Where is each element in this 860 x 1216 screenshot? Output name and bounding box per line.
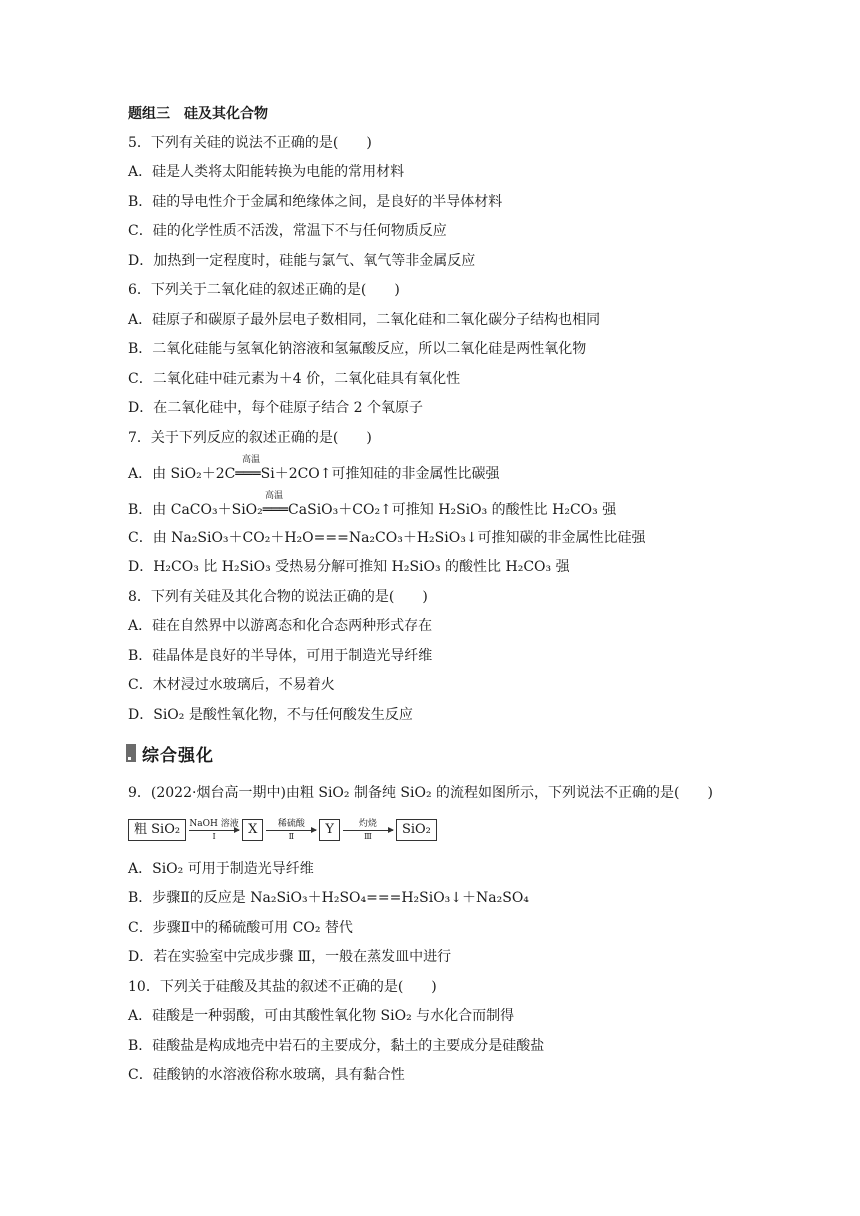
section-title: 综合强化 — [142, 745, 214, 766]
question-6-option-c: C．二氧化硅中硅元素为＋4 价，二氧化硅具有氧化性 — [128, 371, 461, 387]
flow-box-y: Y — [319, 819, 340, 841]
flow-reagent-2: 稀硫酸 — [277, 819, 305, 829]
flow-step-label-3: Ⅲ — [364, 832, 372, 841]
question-9-option-a: A．SiO₂ 可用于制造光导纤维 — [128, 861, 314, 877]
question-9-option-b: B．步骤Ⅱ的反应是 Na₂SiO₃＋H₂SO₄===H₂SiO₃↓＋Na₂SO₄ — [128, 890, 529, 906]
question-7-option-d: D．H₂CO₃ 比 H₂SiO₃ 受热易分解可推知 H₂SiO₃ 的酸性比 H₂CO₃ 强 — [128, 559, 570, 575]
arrow-right-icon — [189, 830, 239, 831]
question-7: 7．关于下列反应的叙述正确的是( ) — [128, 430, 372, 446]
question-10-option-c: C．硅酸钠的水溶液俗称水玻璃，具有黏合性 — [128, 1067, 405, 1083]
flow-reagent-3: 灼烧 — [358, 819, 377, 829]
arrow-right-icon — [266, 830, 316, 831]
question-7-option-b: B．由 CaCO₃＋SiO₂═══CaSiO₃＋CO₂↑可推知 H₂SiO₃ 的酸性比 H₂CO₃ 强 — [128, 502, 617, 518]
process-flow-diagram — [128, 818, 437, 842]
question-9: 9．(2022·烟台高一期中)由粗 SiO₂ 制备纯 SiO₂ 的流程如图所示，下列说法不正确的是( ) — [128, 785, 713, 801]
question-6-option-a: A．硅原子和碳原子最外层电子数相同，二氧化硅和二氧化碳分子结构也相同 — [128, 312, 601, 328]
question-5-option-d: D．加热到一定程度时，硅能与氯气、氧气等非金属反应 — [128, 253, 476, 269]
question-9-option-c: C．步骤Ⅱ中的稀硫酸可用 CO₂ 替代 — [128, 920, 353, 936]
question-6-option-b: B．二氧化硅能与氢氧化钠溶液和氢氟酸反应，所以二氧化硅是两性氧化物 — [128, 341, 587, 357]
question-6: 6．下列关于二氧化硅的叙述正确的是( ) — [128, 282, 400, 298]
question-9-option-d: D．若在实验室中完成步骤 Ⅲ，一般在蒸发皿中进行 — [128, 949, 452, 965]
flow-reagent-1: NaOH 溶液 — [189, 819, 239, 829]
flow-end-box: SiO₂ — [396, 819, 437, 841]
question-5: 5．下列有关硅的说法不正确的是( ) — [128, 135, 372, 151]
question-7-option-c: C．由 Na₂SiO₃＋CO₂＋H₂O===Na₂CO₃＋H₂SiO₃↓可推知碳的非金属性比硅强 — [128, 530, 646, 546]
reaction-condition-b: 高温 — [265, 491, 284, 501]
question-group-heading: 题组三 硅及其化合物 — [128, 106, 268, 122]
flow-arrow-1 — [189, 819, 239, 841]
question-7-option-a: A．由 SiO₂＋2C═══Si＋2CO↑可推知硅的非金属性比碳强 — [128, 466, 500, 482]
question-10-option-a: A．硅酸是一种弱酸，可由其酸性氧化物 SiO₂ 与水化合而制得 — [128, 1008, 515, 1024]
question-8-option-c: C．木材浸过水玻璃后，不易着火 — [128, 677, 335, 693]
flow-step-label-1: Ⅰ — [212, 832, 216, 841]
question-10-option-b: B．硅酸盐是构成地壳中岩石的主要成分，黏土的主要成分是硅酸盐 — [128, 1038, 545, 1054]
question-5-option-b: B．硅的导电性介于金属和绝缘体之间，是良好的半导体材料 — [128, 194, 503, 210]
reaction-condition-a: 高温 — [242, 455, 261, 465]
flow-arrow-2 — [266, 819, 316, 841]
section-heading — [126, 740, 214, 766]
flow-start-box: 粗 SiO₂ — [128, 819, 186, 841]
question-10: 10．下列关于硅酸及其盐的叙述不正确的是( ) — [128, 979, 437, 995]
flow-box-x: X — [242, 819, 263, 841]
question-8-option-b: B．硅晶体是良好的半导体，可用于制造光导纤维 — [128, 648, 433, 664]
section-marker-icon — [126, 744, 136, 762]
question-8: 8．下列有关硅及其化合物的说法正确的是( ) — [128, 589, 428, 605]
question-5-option-c: C．硅的化学性质不活泼，常温下不与任何物质反应 — [128, 223, 447, 239]
flow-arrow-3 — [343, 819, 393, 841]
question-8-option-a: A．硅在自然界中以游离态和化合态两种形式存在 — [128, 618, 433, 634]
question-6-option-d: D．在二氧化硅中，每个硅原子结合 2 个氧原子 — [128, 400, 424, 416]
flow-step-label-2: Ⅱ — [288, 832, 295, 841]
question-5-option-a: A．硅是人类将太阳能转换为电能的常用材料 — [128, 164, 405, 180]
arrow-right-icon — [343, 830, 393, 831]
question-8-option-d: D．SiO₂ 是酸性氧化物，不与任何酸发生反应 — [128, 707, 413, 723]
